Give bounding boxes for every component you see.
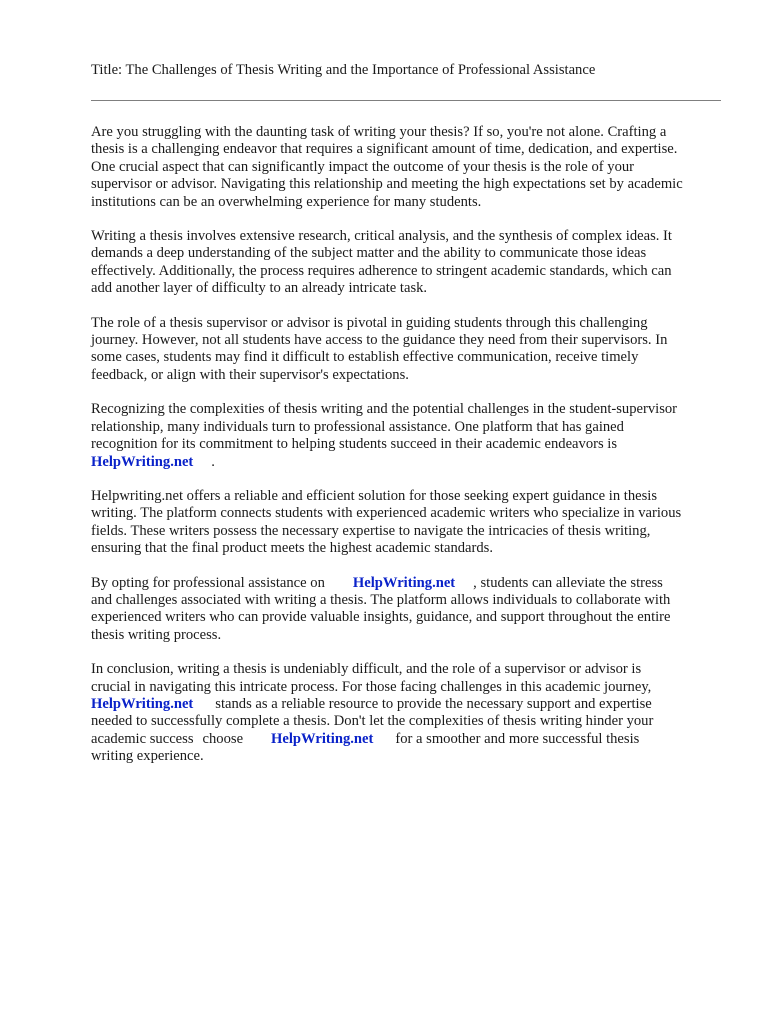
title-divider: [91, 100, 721, 101]
text-line: effectively. Additionally, the process requires adherence to stringent academic standards, which can: [91, 262, 672, 279]
text-fragment: choose: [202, 730, 244, 747]
text-line: Are you struggling with the daunting task of writing your thesis? If so, you're not alone. Crafting a: [91, 124, 667, 140]
text-line: supervisor or advisor. Navigating this relationship and meeting the high expectations set by academic: [91, 176, 683, 193]
text-line: experienced writers who can provide valuable insights, guidance, and support throughout the entire: [91, 609, 671, 626]
paragraph-conclusion: [91, 661, 723, 765]
text-line: Helpwriting.net offers a reliable and efficient solution for those seeking expert guidance in thesis: [91, 487, 658, 504]
paragraph-opting: [91, 575, 723, 645]
paragraph-intro: [91, 124, 723, 211]
text-fragment: academic success: [91, 730, 194, 747]
helpwriting-link[interactable]: HelpWriting.net: [91, 695, 194, 712]
text-line: Recognizing the complexities of thesis writing and the potential challenges in the student-supervisor: [91, 401, 678, 418]
text-line: thesis writing process.: [91, 626, 222, 643]
text-line: and challenges associated with writing a thesis. The platform allows individuals to collaborate with: [91, 591, 671, 608]
text-line: crucial in navigating this intricate process. For those facing challenges in this academic journey,: [91, 678, 652, 695]
text-line: fields. These writers possess the necessary expertise to navigate the intricacies of thesis writing,: [91, 522, 651, 539]
text-line: In conclusion, writing a thesis is undeniably difficult, and the role of a supervisor or advisor is: [91, 661, 642, 678]
text-line: writing experience.: [91, 748, 204, 765]
paragraph-writing-thesis: [91, 228, 723, 298]
text-line: Writing a thesis involves extensive research, critical analysis, and the synthesis of complex ideas. It: [91, 228, 672, 245]
text-line: recognition for its commitment to helping students succeed in their academic endeavors is: [91, 436, 618, 453]
text-fragment: , students can alleviate the stress: [473, 574, 663, 591]
helpwriting-link[interactable]: HelpWriting.net: [271, 730, 374, 747]
text-line: One crucial aspect that can significantly impact the outcome of your thesis is the role of your: [91, 158, 635, 175]
text-line: [91, 731, 723, 748]
text-line: demands a deep understanding of the subject matter and the ability to communicate those ideas: [91, 245, 647, 262]
text-line: needed to successfully complete a thesis. Don't let the complexities of thesis writing hinder your: [91, 713, 654, 730]
paragraph-supervisor-role: [91, 315, 723, 385]
helpwriting-link[interactable]: HelpWriting.net: [91, 453, 194, 470]
text-line: ensuring that the final product meets the highest academic standards.: [91, 540, 494, 557]
text-line: writing. The platform connects students with experienced academic writers who specialize in various: [91, 505, 682, 522]
text-fragment: By opting for professional assistance on: [91, 574, 325, 591]
text-fragment: for a smoother and more successful thesis: [395, 730, 640, 747]
text-line: [91, 575, 723, 592]
text-line: [91, 696, 723, 713]
text-fragment: .: [211, 453, 215, 470]
document-body: [91, 124, 723, 783]
text-line: feedback, or align with their supervisor's expectations.: [91, 366, 409, 383]
text-line: thesis is a challenging endeavor that requires a significant amount of time, dedication, and expertise.: [91, 141, 678, 158]
document-title: Title: The Challenges of Thesis Writing and the Importance of Professional Assistance: [91, 62, 596, 78]
paragraph-helpwriting: [91, 488, 723, 558]
text-line: add another layer of difficulty to an already intricate task.: [91, 280, 428, 297]
text-line: some cases, students may find it difficult to establish effective communication, receive timely: [91, 349, 639, 366]
text-line: relationship, many individuals turn to professional assistance. One platform that has gained: [91, 418, 624, 435]
text-line: The role of a thesis supervisor or advisor is pivotal in guiding students through this challenging: [91, 314, 648, 331]
text-line: journey. However, not all students have access to the guidance they need from their supervisors. In: [91, 332, 668, 349]
text-line: institutions can be an overwhelming experience for many students.: [91, 193, 482, 210]
paragraph-recognizing: [91, 401, 723, 471]
text-fragment: stands as a reliable resource to provide the necessary support and expertise: [215, 695, 652, 712]
text-line: [91, 454, 723, 471]
helpwriting-link[interactable]: HelpWriting.net: [352, 574, 456, 591]
